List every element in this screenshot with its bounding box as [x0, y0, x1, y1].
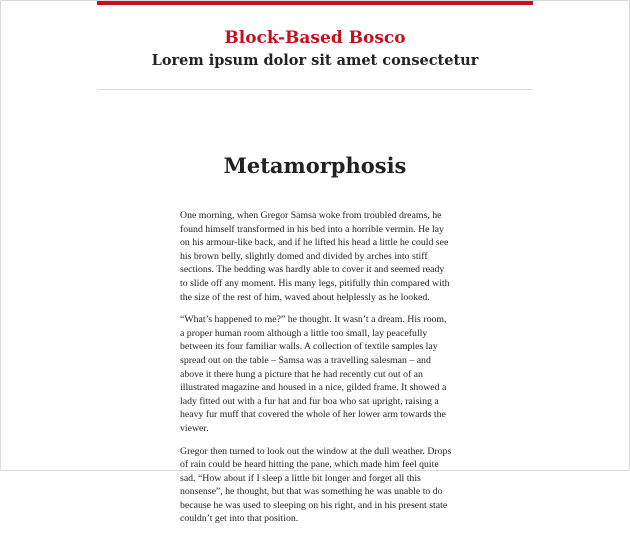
- post-content: [180, 209, 452, 535]
- header-divider: [97, 89, 533, 90]
- site-header: [97, 27, 533, 71]
- post-title: Metamorphosis: [223, 153, 407, 178]
- top-accent-bar: [97, 1, 533, 5]
- post-paragraph: One morning, when Gregor Samsa woke from troubled dreams, he found himself transformed in his bed into a horrible vermin. He lay on his armour-like back, and if he lifted his head a little he could see his brown belly, slightly domed and divided by arches into stiff sections. The bedding was hardly able to cover it and seemed ready to slide off any moment. His many legs, pitifully thin compared with the size of the rest of him, waved about helplessly as he looked.: [180, 210, 450, 303]
- site-tagline: Lorem ipsum dolor sit amet consectetur: [151, 52, 479, 69]
- post-paragraph: “What’s happened to me?” he thought. It wasn’t a dream. His room, a proper human room although a little too small, lay peacefully between its four familiar walls. A collection of textile samples lay spread out on the table – Samsa was a travelling salesman – and above it there hung a picture that he had recently cut out of an illustrated magazine and housed in a nice, gilded frame. It showed a lady fitted out with a fur hat and fur boa who sat upright, raising a heavy fur muff that covered the whole of her lower arm towards the viewer.: [180, 314, 447, 434]
- site-title-link[interactable]: Block-Based Bosco: [224, 28, 406, 48]
- post-paragraph: Gregor then turned to look out the window at the dull weather. Drops of rain could be heard hitting the pane, which made him feel quite sad. “How about if I sleep a little bit longer and forget all this nonsense”, he thought, but that was something he was unable to do because he was used to sleeping on his right, and in his present state couldn’t get into that position.: [180, 445, 452, 525]
